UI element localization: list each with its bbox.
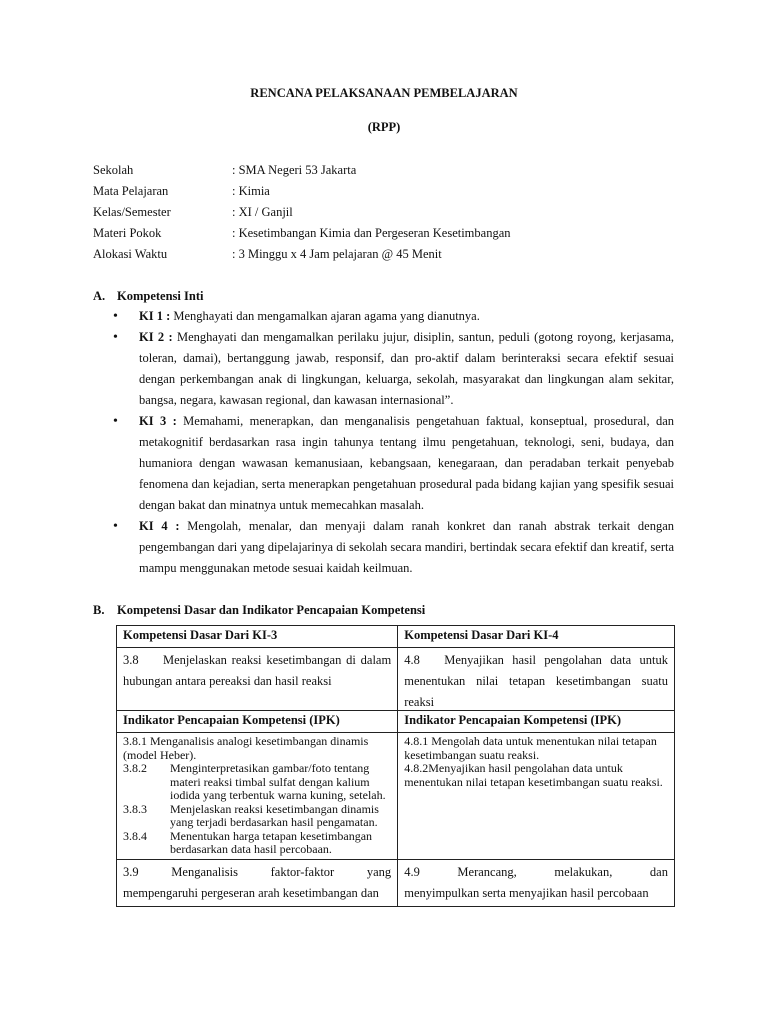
section-b-title: Kompetensi Dasar dan Indikator Pencapaian Kompetensi	[117, 603, 426, 617]
bullet-icon: •	[113, 414, 118, 429]
bullet-icon: •	[113, 519, 118, 534]
kd4-2-word: Merancang,	[457, 864, 517, 879]
ki-key: KI 2 :	[139, 330, 173, 344]
section-b-heading	[93, 603, 425, 618]
list-item	[113, 411, 674, 516]
kd4-2-word: melakukan,	[554, 864, 613, 879]
identity-value: : SMA Negeri 53 Jakarta	[232, 163, 357, 177]
kd4-header: Kompetensi Dasar Dari KI-4	[398, 626, 675, 648]
kd3-header: Kompetensi Dasar Dari KI-3	[117, 626, 398, 648]
kd4-cell	[398, 648, 675, 711]
bullet-icon: •	[113, 330, 118, 345]
ipk-code: 3.8.3	[123, 801, 147, 816]
table-row	[117, 733, 675, 860]
core-competency-list	[113, 306, 674, 579]
ipk-item	[123, 762, 391, 803]
ipk-code: 3.8.4	[123, 828, 147, 843]
section-a-title: Kompetensi Inti	[117, 289, 204, 303]
list-item	[113, 327, 674, 411]
kd3-cell	[117, 648, 398, 711]
kd4-2-line2: menyimpulkan serta menyajikan hasil percobaan	[404, 885, 649, 900]
identity-label: Mata Pelajaran	[93, 184, 169, 198]
kd3-2-word: Menganalisis	[171, 864, 238, 879]
ipk-right-list	[404, 735, 668, 789]
section-a-heading	[93, 289, 203, 304]
bullet-icon: •	[113, 309, 118, 324]
ipk-item	[123, 830, 391, 857]
ki-key: KI 3 :	[139, 414, 177, 428]
ipk-text: Menentukan harga tetapan kesetimbangan berdasarkan data hasil percobaan.	[170, 828, 373, 856]
kd3-2-line2: mempengaruhi pergeseran arah kesetimbangan dan	[123, 885, 379, 900]
kd3-2-word: faktor-faktor	[270, 864, 335, 879]
identity-row-school	[93, 160, 511, 181]
identity-value: : XI / Ganjil	[232, 205, 293, 219]
competency-table	[116, 625, 675, 907]
kd3-cell-2	[117, 859, 398, 906]
identity-value: : 3 Minggu x 4 Jam pelajaran @ 45 Menit	[232, 247, 442, 261]
identity-value: : Kesetimbangan Kimia dan Pergeseran Kesetimbangan	[232, 226, 511, 240]
list-item	[113, 306, 674, 327]
ki-text: Menghayati dan mengamalkan perilaku jujur, disiplin, santun, peduli (gotong royong, kerjasama, toleran, damai), bertanggung jawab, responsif, dan pro-aktif dalam berinteraksi secara efektif sesuai dengan perkembangan anak di lingkungan, keluarga, sekolah, masyarakat dan lingkungan alam sekitar, bangsa, negara, kawasan regional, dan kawasan internasional”.	[139, 330, 675, 407]
ipk-left-cell	[117, 733, 398, 860]
identity-label: Kelas/Semester	[93, 205, 171, 219]
ipk-code: 3.8.2	[123, 761, 147, 775]
document-title: RENCANA PELAKSANAAN PEMBELAJARAN	[250, 86, 518, 100]
ipk-item: 4.8.1 Mengolah data untuk menentukan nilai tetapan kesetimbangan suatu reaksi.	[404, 734, 657, 762]
kd4-text	[404, 650, 668, 708]
section-b-number: B.	[93, 603, 105, 617]
kd3-text	[123, 650, 391, 708]
ki-text: Mengolah, menalar, dan menyaji dalam ranah konkret dan ranah abstrak terkait dengan pengembangan dari yang dipelajarinya di sekolah secara mandiri, bertindak secara efektif dan kreatif, serta mampu menggunakan metode sesuai kaidah keilmuan.	[139, 519, 675, 575]
ki-text: Memahami, menerapkan, dan menganalisis pengetahuan faktual, konseptual, prosedural, dan metakognitif berdasarkan rasa ingin tahunya tentang ilmu pengetahuan, teknologi, seni, budaya, dan humaniora dengan wawasan kemanusiaan, kebangsaan, kenegaraan, dan peradaban terkait penyebab fenomena dan kejadian, serta menerapkan pengetahuan prosedural pada bidang kajian yang spesifik sesuai dengan bakat dan minatnya untuk memecahkan masalah.	[139, 414, 675, 512]
identity-block	[93, 160, 511, 265]
document-subtitle: (RPP)	[367, 120, 401, 134]
identity-row-topic	[93, 223, 511, 244]
kd4-description: Menyajikan hasil pengolahan data untuk menentukan nilai tetapan kesetimbangan suatu reaksi	[404, 653, 668, 709]
kd4-cell-2	[398, 859, 675, 906]
ki-key: KI 4 :	[139, 519, 180, 533]
section-a-number: A.	[93, 289, 106, 303]
kd3-2-word: yang	[366, 864, 392, 879]
kd3-2-line1	[123, 862, 391, 883]
kd4-2-code: 4.9	[404, 864, 420, 879]
kd4-2-line1	[404, 862, 668, 883]
ki-key: KI 1 :	[139, 309, 171, 323]
identity-label: Sekolah	[93, 163, 134, 177]
identity-label: Alokasi Waktu	[93, 247, 168, 261]
list-item	[113, 516, 674, 579]
identity-row-subject	[93, 181, 511, 202]
identity-label: Materi Pokok	[93, 226, 162, 240]
table-row	[117, 648, 675, 711]
table-row	[117, 711, 675, 733]
ipk-left-list	[123, 735, 391, 857]
ipk-header-right: Indikator Pencapaian Kompetensi (IPK)	[398, 711, 675, 733]
identity-row-time	[93, 244, 511, 265]
kd3-2-code: 3.9	[123, 864, 139, 879]
kd4-2-word: dan	[649, 864, 668, 879]
ipk-item	[123, 803, 391, 830]
identity-row-class	[93, 202, 511, 223]
table-row	[117, 626, 675, 648]
identity-value: : Kimia	[232, 184, 270, 198]
kd3-description: Menjelaskan reaksi kesetimbangan di dalam hubungan antara pereaksi dan hasil reaksi	[123, 653, 392, 688]
kd4-code: 4.8	[404, 653, 420, 667]
ki-text: Menghayati dan mengamalkan ajaran agama yang dianutnya.	[173, 309, 480, 323]
ipk-header-left: Indikator Pencapaian Kompetensi (IPK)	[117, 711, 398, 733]
ipk-text: Menjelaskan reaksi kesetimbangan dinamis yang terjadi berdasarkan hasil pengamatan.	[170, 801, 379, 829]
ipk-right-cell	[398, 733, 675, 860]
kd3-code: 3.8	[123, 653, 139, 667]
ipk-text: Menginterpretasikan gambar/foto tentang materi reaksi timbal sulfat dengan kalium iodida yang terbentuk warna kuning, setelah.	[170, 761, 386, 802]
table-row	[117, 859, 675, 906]
ipk-item: 4.8.2Menyajikan hasil pengolahan data untuk menentukan nilai tetapan kesetimbangan suatu reaksi.	[404, 761, 663, 789]
ipk-item: 3.8.1 Menganalisis analogi kesetimbangan dinamis (model Heber).	[123, 734, 369, 762]
